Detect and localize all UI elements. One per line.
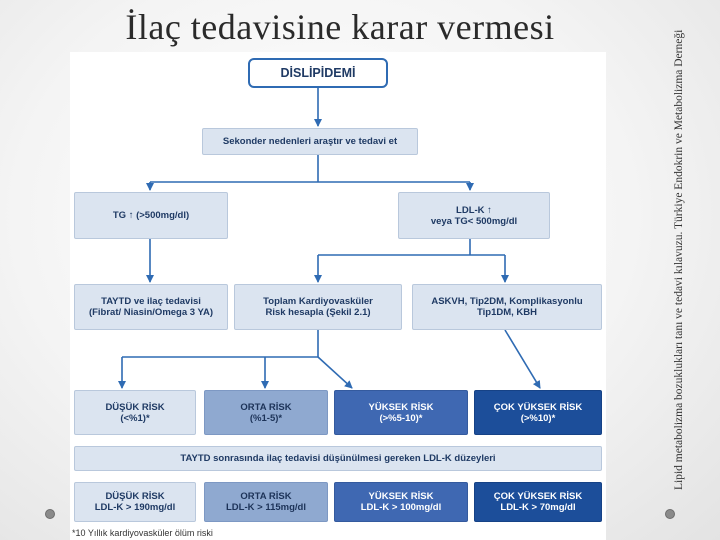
secondary-causes-box: Sekonder nedenleri araştır ve tedavi et [202,128,418,155]
high-risk-ldl-box [334,482,468,522]
dyslipidemia-start-box: DİSLİPİDEMİ [248,58,388,88]
low-risk-ldl-box [74,482,196,522]
ldl-high-line1: LDL-K ↑ [456,204,492,216]
moderate-risk-ldl-value: LDL-K > 115mg/dl [226,502,306,513]
very-high-risk-ldl-name: ÇOK YÜKSEK RİSK [493,491,583,502]
right-bullet-dot [665,509,675,519]
side-source-note: Lipid metabolizma bozuklukları tanı ve tedavi kılavuzu. Türkiye Endokrin ve Metabolizma Derneği [673,29,685,490]
footnote: *10 Yıllık kardiyovasküler ölüm riski [72,528,213,538]
very-high-risk-ldl-value: LDL-K > 70mg/dl [500,502,576,513]
ldl-high-box [398,192,550,239]
left-bullet-dot [45,509,55,519]
total-cv-risk-box [234,284,402,330]
low-risk-name: DÜŞÜK RİSK [105,401,165,413]
tg-high-box: TG ↑ (>500mg/dl) [74,192,228,239]
very-high-risk-name: ÇOK YÜKSEK RİSK [493,401,583,413]
high-risk-ldl-value: LDL-K > 100mg/dl [360,502,442,513]
high-risk-box [334,390,468,435]
ascvd-line2: Tip1DM, KBH [477,307,537,318]
moderate-risk-ldl-name: ORTA RİSK [240,491,292,502]
ascvd-diabetes-box [412,284,602,330]
very-high-risk-box [474,390,602,435]
high-risk-ldl-name: YÜKSEK RİSK [368,491,434,502]
risk-calc-line2: Risk hesapla (Şekil 2.1) [265,307,371,318]
flowchart-panel [70,52,606,540]
moderate-risk-ldl-box [204,482,328,522]
ascvd-line1: ASKVH, Tip2DM, Komplikasyonlu [431,296,583,307]
tlc-drug-therapy-box [74,284,228,330]
moderate-risk-box [204,390,328,435]
moderate-risk-range: (%1-5)* [249,412,283,424]
moderate-risk-name: ORTA RİSK [240,401,292,413]
low-risk-box [74,390,196,435]
high-risk-range: (>%5-10)* [379,412,423,424]
very-high-risk-ldl-box [474,482,602,522]
very-high-risk-range: (>%10)* [520,412,556,424]
connector-ascvd-to-very-high [505,330,540,388]
high-risk-name: YÜKSEK RİSK [368,401,434,413]
ldl-high-line2: veya TG< 500mg/dl [430,215,518,227]
low-risk-ldl-value: LDL-K > 190mg/dl [94,502,176,513]
ldl-threshold-banner: TAYTD sonrasında ilaç tedavisi düşünülmesi gereken LDL-K düzeyleri [74,446,602,471]
tlc-line2: (Fibrat/ Niasin/Omega 3 YA) [88,307,214,318]
risk-calc-line1: Toplam Kardiyovasküler [263,296,373,307]
low-risk-ldl-name: DÜŞÜK RİSK [105,491,165,502]
tlc-line1: TAYTD ve ilaç tedavisi [101,296,201,307]
low-risk-range: (<%1)* [120,412,150,424]
slide-title: İlaç tedavisine karar vermesi [125,7,555,47]
connector-to-high-risk [318,357,352,388]
